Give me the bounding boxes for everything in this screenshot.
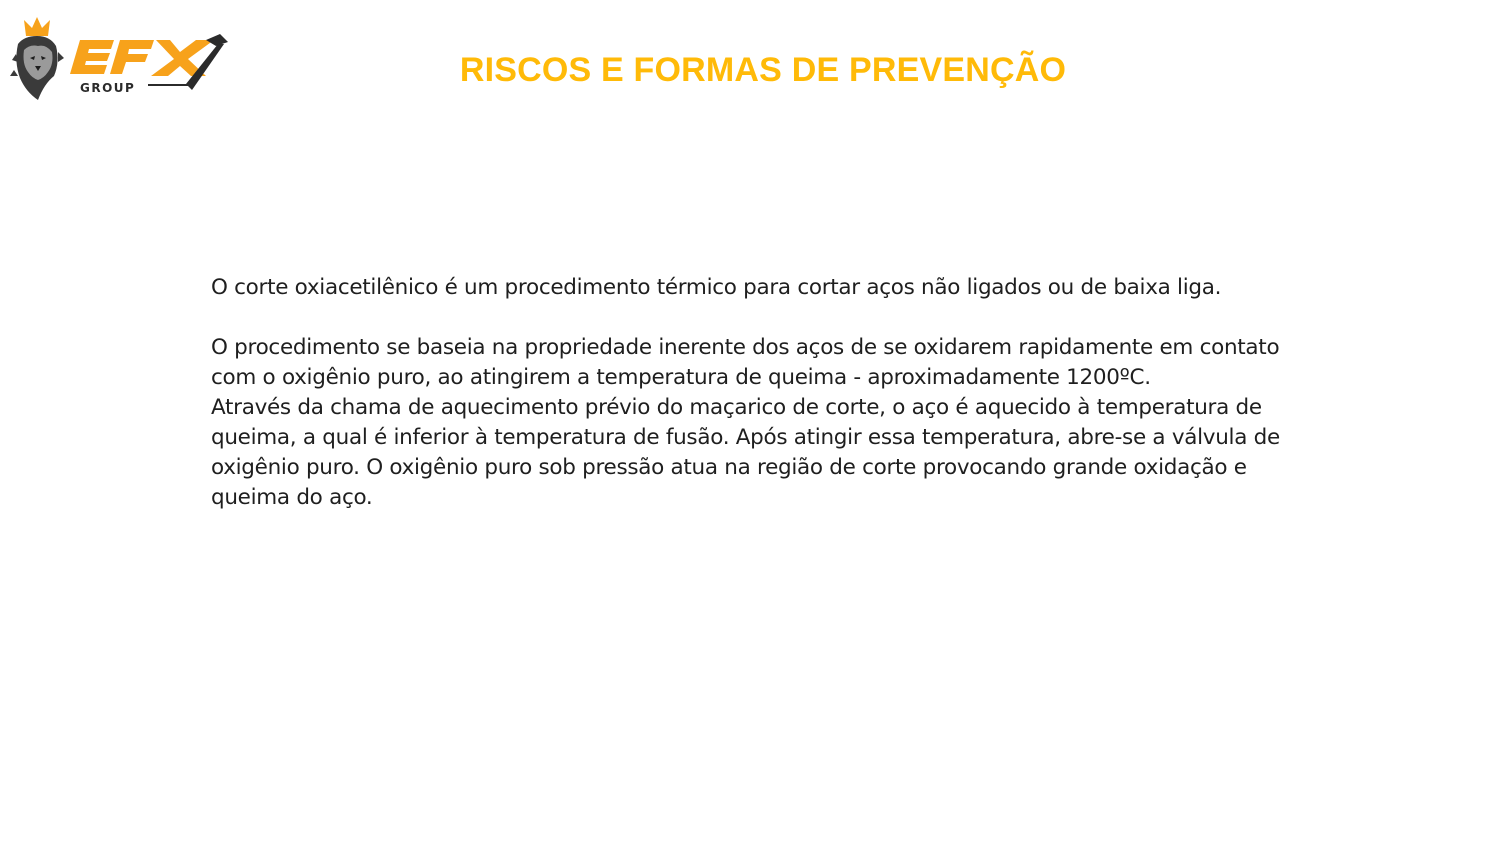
body-text bbox=[211, 273, 1291, 513]
paragraph-3: Através da chama de aquecimento prévio do maçarico de corte, o aço é aquecido à temperatura de queima, a qual é inferior à temperatura de fusão. Após atingir essa temperatura, abre-se a válvula de oxigênio puro. O oxigênio puro sob pressão atua na região de corte provocando grande oxidação e queima do aço. bbox=[211, 395, 1280, 510]
paragraph-2: O procedimento se baseia na propriedade inerente dos aços de se oxidarem rapidamente em contato com o oxigênio puro, ao atingirem a temperatura de queima - aproximadamente 1200ºC. bbox=[211, 335, 1280, 390]
page-title: RISCOS E FORMAS DE PREVENÇÃO bbox=[459, 51, 1067, 89]
svg-text:GROUP: GROUP bbox=[80, 81, 136, 95]
crown-icon bbox=[24, 17, 50, 36]
paragraph-1: O corte oxiacetilênico é um procedimento térmico para cortar aços não ligados ou de baixa liga. bbox=[211, 275, 1222, 300]
